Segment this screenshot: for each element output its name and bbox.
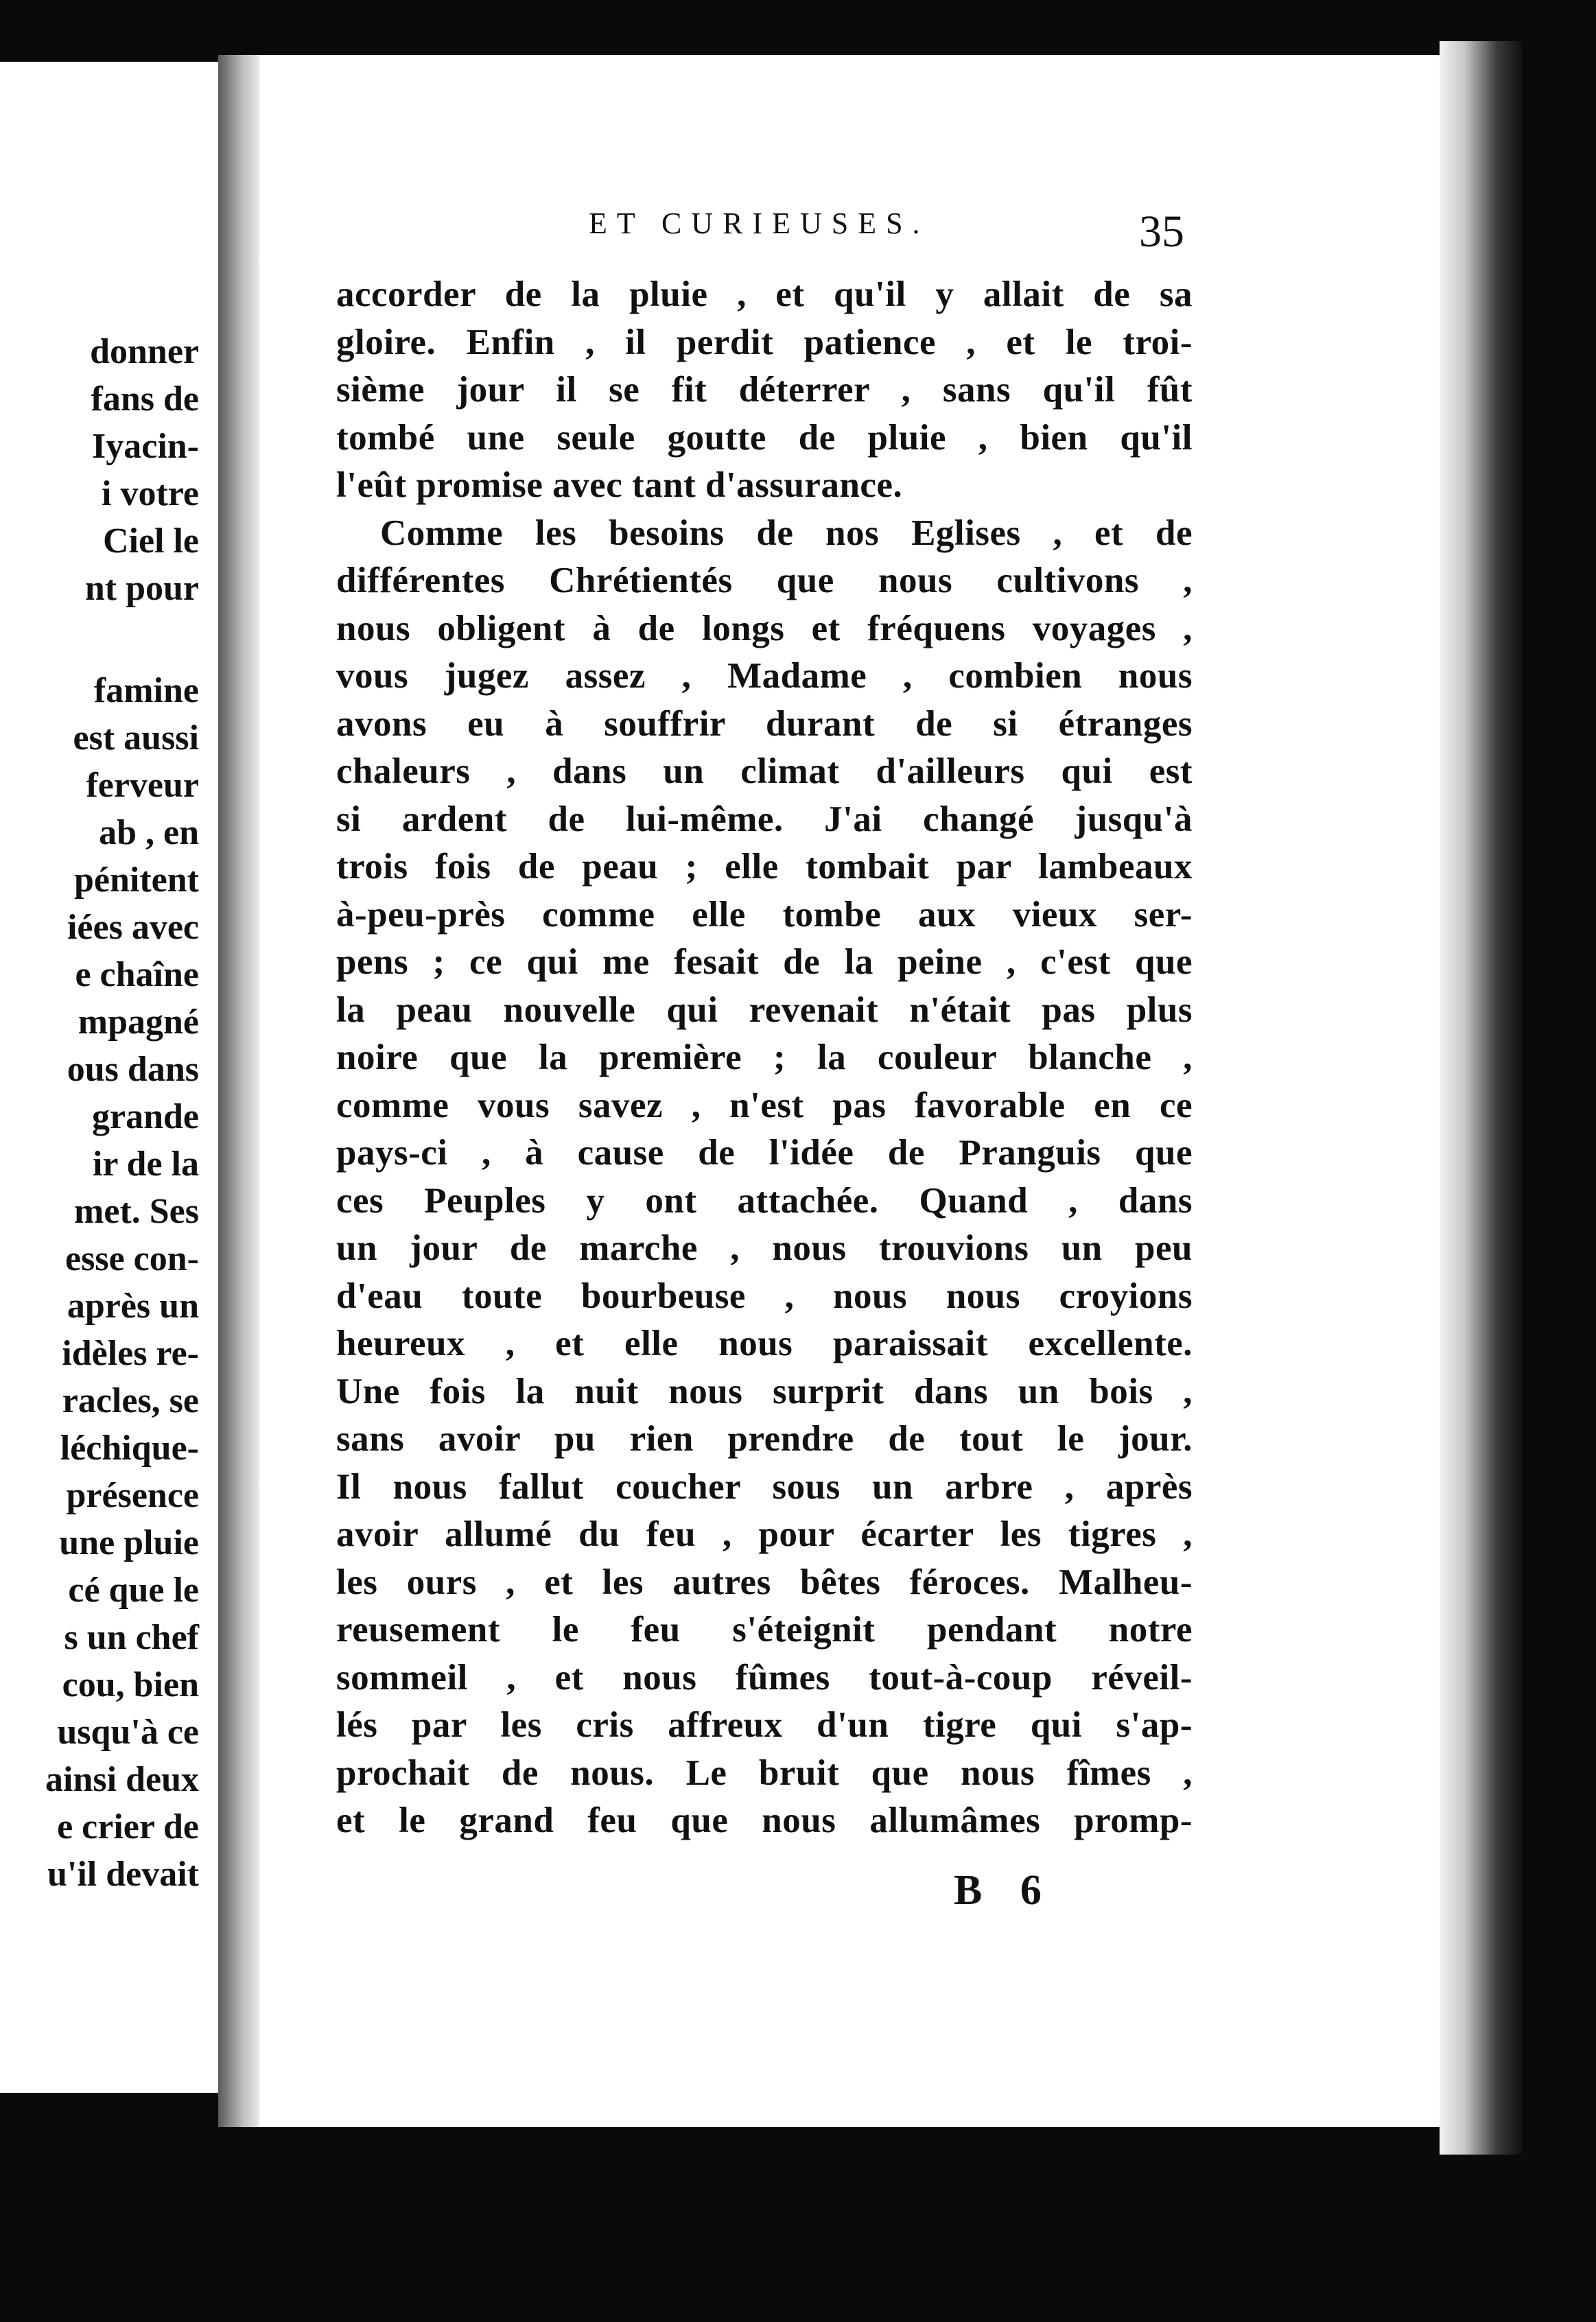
text-line: d'eau toute bourbeuse , nous nous croyions [336, 1276, 1193, 1316]
left-line: mpagné [78, 1002, 199, 1042]
text-line: Il nous fallut coucher sous un arbre , après [336, 1466, 1193, 1507]
left-line: met. Ses [74, 1192, 199, 1231]
left-line: e chaîne [75, 955, 199, 994]
text-line: chaleurs , dans un climat d'ailleurs qui est [336, 751, 1193, 791]
left-line: donner [90, 332, 199, 371]
left-line: ir de la [92, 1145, 199, 1184]
left-line: famine [93, 671, 199, 710]
text-line: avoir allumé du feu , pour écarter les tigres , [336, 1514, 1193, 1554]
left-line: cé que le [68, 1571, 199, 1610]
text-line: reusement le feu s'éteignit pendant notre [336, 1610, 1193, 1650]
text-line: prochait de nous. Le bruit que nous fîmes , [336, 1752, 1193, 1793]
text-line: ces Peuples y ont attachée. Quand , dans [336, 1180, 1193, 1221]
text-line: un jour de marche , nous trouvions un peu [336, 1228, 1193, 1268]
text-line: accorder de la pluie , et qu'il y allait de sa [336, 274, 1193, 314]
left-line: une pluie [59, 1523, 199, 1562]
text-line: l'eût promise avec tant d'assurance. [336, 465, 903, 505]
left-line: usqu'à ce [57, 1713, 199, 1752]
left-line: iées avec [67, 908, 199, 947]
page-number: 35 [1139, 207, 1184, 257]
body-text [336, 271, 1193, 1845]
text-line: Comme les besoins de nos Eglises , et de [380, 513, 1193, 553]
text-line: Une fois la nuit nous surprit dans un bois , [336, 1371, 1193, 1411]
left-line: Iyacin- [92, 427, 199, 466]
left-line: présence [66, 1476, 199, 1515]
left-page [0, 62, 218, 2093]
book-gutter [218, 55, 259, 2127]
text-line: gloire. Enfin , il perdit patience , et le troi- [336, 322, 1193, 362]
text-line: tombé une seule goutte de pluie , bien qu'il [336, 417, 1193, 458]
left-line: i votre [102, 474, 199, 513]
left-paragraph-gap [45, 612, 199, 667]
text-line: avons eu à souffrir durant de si étranges [336, 703, 1193, 744]
left-line: e crier de [57, 1807, 199, 1846]
text-line: comme vous savez , n'est pas favorable en ce [336, 1085, 1193, 1125]
left-line: nt pour [84, 569, 199, 608]
text-line: à-peu-près comme elle tombe aux vieux ser- [336, 894, 1193, 935]
text-line: noire que la première ; la couleur blanche , [336, 1037, 1193, 1077]
left-line: ab , en [99, 813, 199, 852]
text-line: différentes Chrétientés que nous cultivons , [336, 561, 1193, 600]
signature-mark: B 6 [954, 1867, 1055, 1914]
text-line: sième jour il se fit déterrer , sans qu'il fût [336, 370, 1193, 410]
text-line: et le grand feu que nous allumâmes promp- [336, 1801, 1193, 1840]
text-line: sommeil , et nous fûmes tout-à-coup réveil- [336, 1657, 1193, 1698]
left-line: ainsi deux [45, 1760, 199, 1799]
left-line: ferveur [86, 766, 199, 805]
left-line: est aussi [73, 718, 199, 758]
left-line: léchique- [60, 1429, 199, 1468]
text-line: vous jugez assez , Madame , combien nous [336, 656, 1193, 696]
text-line: la peau nouvelle qui revenait n'était pas plus [336, 989, 1193, 1030]
text-line: pays-ci , à cause de l'idée de Pranguis que [336, 1133, 1193, 1173]
text-line: si ardent de lui-même. J'ai changé jusqu'à [336, 799, 1193, 839]
text-line: pens ; ce qui me fesait de la peine , c'est que [336, 942, 1193, 982]
text-line: sans avoir pu rien prendre de tout le jour. [336, 1419, 1193, 1459]
left-line: ous dans [67, 1050, 199, 1089]
left-line: idèles re- [62, 1334, 199, 1373]
text-line: nous obligent à de longs et fréquens voyages , [336, 608, 1193, 648]
left-page-text [45, 328, 199, 1898]
left-line: racles, se [62, 1381, 199, 1420]
left-line: fans de [91, 379, 199, 419]
text-line: les ours , et les autres bêtes féroces. Malheu- [336, 1562, 1193, 1602]
text-line: heureux , et elle nous paraissait excellente. [336, 1324, 1193, 1363]
text-line: lés par les cris affreux d'un tigre qui s'ap- [336, 1705, 1193, 1745]
left-line: grande [92, 1097, 199, 1136]
page-edges [1440, 41, 1522, 2155]
left-line: cou, bien [62, 1665, 199, 1704]
text-line: trois fois de peau ; elle tombait par lambeaux [336, 847, 1193, 887]
left-line: s un chef [64, 1618, 199, 1657]
left-line: esse con- [65, 1239, 199, 1278]
left-line: u'il devait [47, 1855, 199, 1894]
running-head: ET CURIEUSES. [589, 207, 930, 240]
left-line: Ciel le [102, 521, 199, 561]
left-line: pénitent [74, 860, 199, 900]
left-line: après un [67, 1287, 199, 1326]
